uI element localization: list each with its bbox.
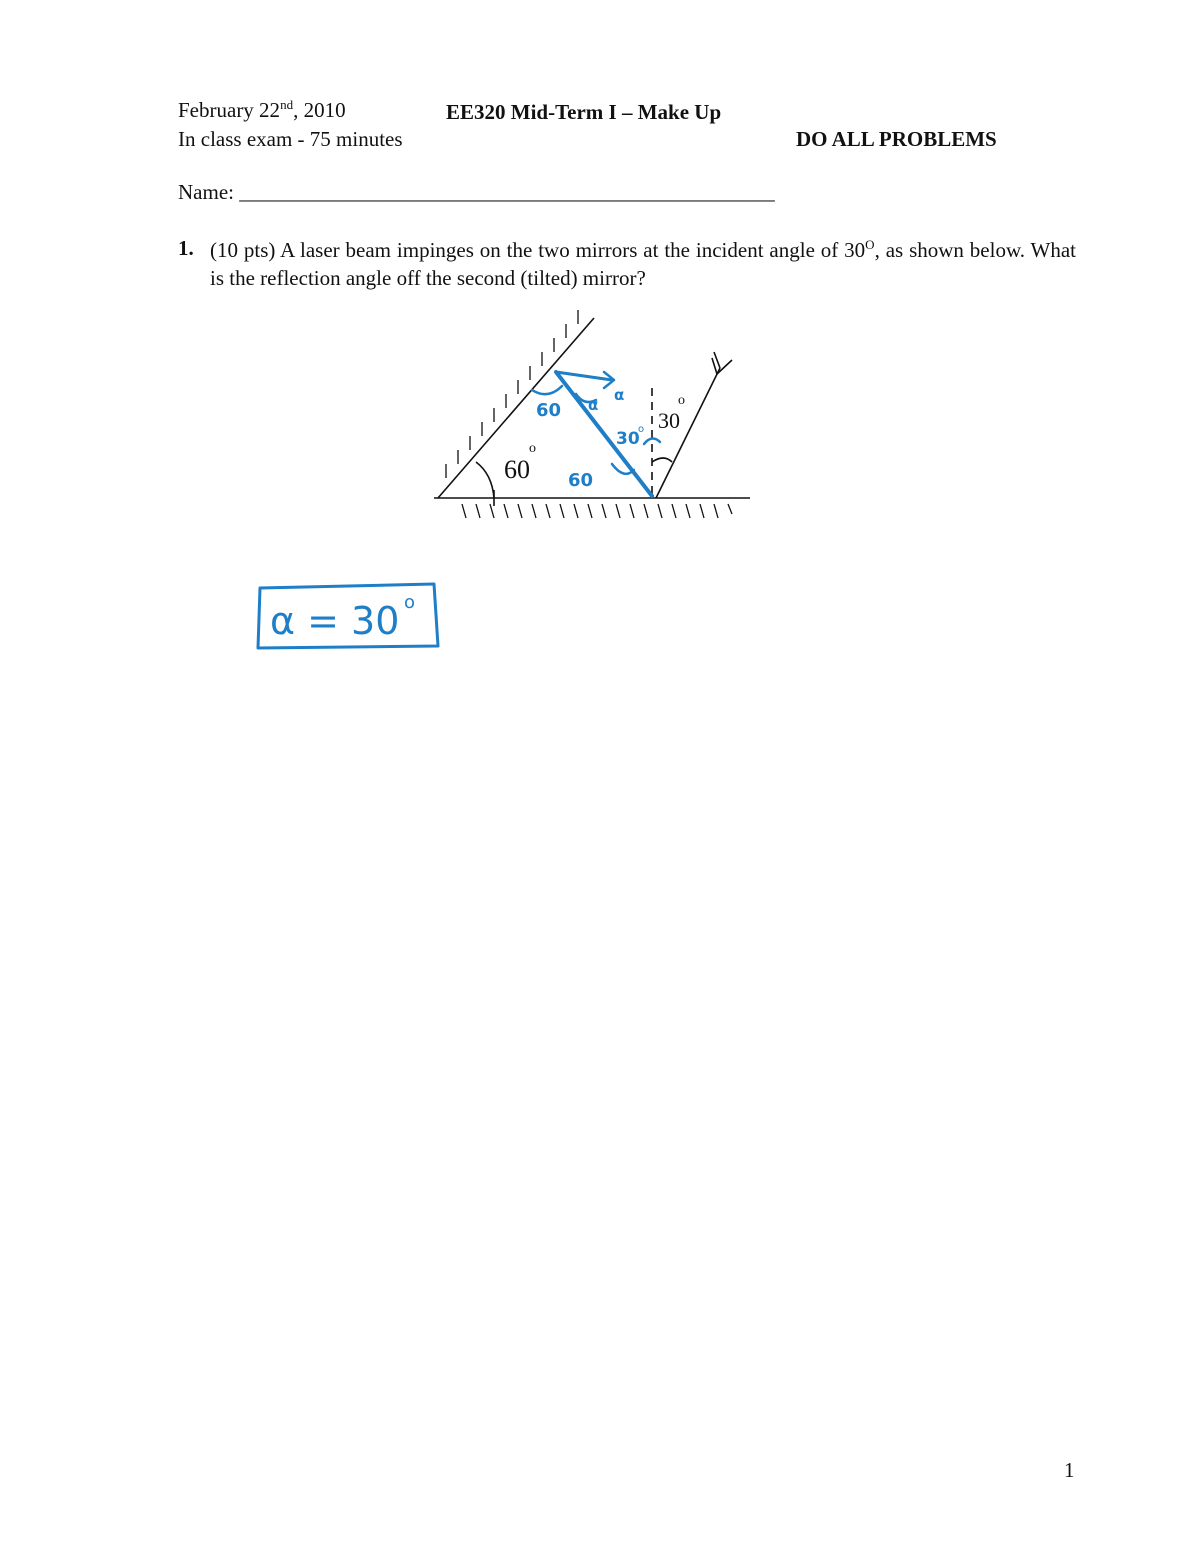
printed-degree-60: o [529, 441, 536, 456]
hand-angle-top: 60 [536, 400, 562, 421]
exam-instruction: DO ALL PROBLEMS [796, 127, 997, 151]
date-year: , 2010 [293, 98, 346, 122]
hand-angle-bottom: 60 [568, 470, 594, 491]
problem-text-before: (10 pts) A laser beam impinges on the two mirrors at the incident angle of 30 [210, 238, 866, 262]
hand-alpha-1: α [588, 396, 599, 414]
incident-arrow-head [712, 358, 732, 374]
tilted-mirror-hatches [446, 310, 578, 478]
hand-angle-incident: 30 [616, 429, 640, 449]
printed-angle-60: 60 [504, 455, 530, 484]
angle-arc-60 [476, 462, 494, 498]
date-main: February 22 [178, 98, 281, 122]
problem-degree: O [865, 237, 875, 252]
printed-angle-30: 30 [658, 408, 680, 433]
problem-number: 1. [178, 236, 194, 260]
date-suffix: nd [280, 97, 294, 112]
answer-text: α = 30 [270, 599, 400, 643]
exam-title: EE320 Mid-Term I – Make Up [446, 100, 722, 124]
exam-info: In class exam - 75 minutes [178, 127, 403, 151]
incident-angle-arc [652, 458, 672, 462]
hand-degree-incident: o [638, 424, 645, 435]
horizontal-mirror-hatches [462, 504, 732, 518]
hand-arc-top-left [532, 386, 562, 394]
page-number: 1 [1064, 1458, 1075, 1482]
printed-degree-30: o [678, 393, 685, 408]
hand-arc-incident [644, 438, 660, 444]
hand-alpha-2: α [614, 386, 625, 404]
answer-degree: o [404, 592, 416, 613]
name-blank: ___________________________________________________ [239, 180, 775, 204]
name-label: Name: [178, 180, 240, 204]
problem-text-after: , as shown below. What is the reflection angle off the second (tilted) mirror? [210, 238, 1076, 290]
incident-beam [656, 368, 720, 498]
